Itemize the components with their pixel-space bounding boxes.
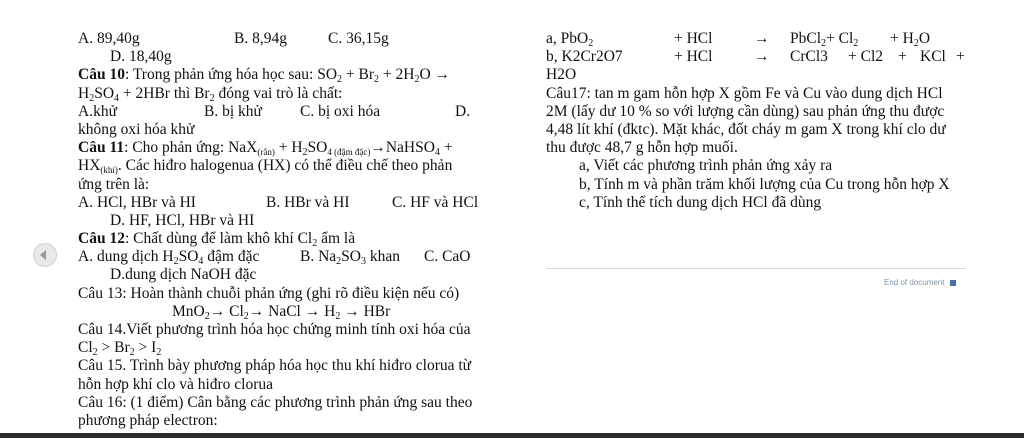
q17-part-c: c, Tính thể tích dung dịch HCl đã dùng <box>579 193 822 211</box>
q12-options-row: A. dung dịch $H_2SO_4$ đậm đặc B. $Na_2SO_3$ khan C. CaO <box>78 248 471 268</box>
q11-option-d: D. HF, HCl, HBr và HI <box>110 211 255 229</box>
equation-b: b, K2Cr2O7 + HCl → CrCl3 + Cl2 + KCl + <box>546 48 965 66</box>
document-page <box>0 22 1024 433</box>
q11-stem: Câu 11: Cho phản ứng: $NaX_{(rắn)} + H_2SO_{4 (đậm đặc)}\to NaHSO_4$ + <box>78 139 453 159</box>
q9-options-row: A. 89,40g B. 8,94g C. 36,15g <box>78 30 389 47</box>
q11-options-row: A. HCl, HBr và HI B. HBr và HI C. HF và HCl <box>78 193 479 211</box>
q14-stem-2: $Cl_2 > Br_2 > I_2$ <box>78 339 162 359</box>
q16-stem: Câu 16: (1 điểm) Cân bằng các phương trình phản ứng sau theo <box>78 393 473 411</box>
q16-stem-2: phương pháp electron: <box>78 411 218 429</box>
q17-stem-4: thu được 48,7 g hỗn hợp muối. <box>546 139 738 157</box>
q10-options-row: A.khử B. bị khử C. bị oxi hóa D. <box>78 102 471 120</box>
q17-part-b: b, Tính m và phần trăm khối lượng của Cu trong hỗn hợp X <box>579 175 950 193</box>
equation-b-continued: H2O <box>546 66 577 84</box>
q10-stem-2: $H_2SO_4 + 2HBr$ thì $Br_2$ đóng vai trò là chất: <box>78 84 343 104</box>
q13-chain: $MnO_2\to Cl_2\to$ NaCl → $H_2$ → HBr <box>172 302 391 322</box>
q15-stem: Câu 15. Trình bày phương pháp hóa học thu khí hiđro clorua từ <box>78 357 472 375</box>
q12-stem: Câu 12: Chất dùng để làm khô khí $Cl_2$ ẩm là <box>78 230 356 250</box>
chevron-left-icon <box>40 250 46 260</box>
q17-part-a: a, Viết các phương trình phản ứng xảy ra <box>579 157 833 175</box>
previous-page-button[interactable] <box>33 243 57 267</box>
end-of-document-label: End of document <box>884 278 956 287</box>
q17-stem-3: 4,48 lít khí (đktc). Mặt khác, đốt cháy m gam X trong khí clo dư <box>546 120 946 138</box>
q14-stem: Câu 14.Viết phương trình hóa học chứng minh tính oxi hóa của <box>78 321 471 338</box>
q9-option-d: D. 18,40g <box>110 48 172 66</box>
left-column <box>78 30 503 430</box>
viewer-bottom-bar <box>0 433 1024 438</box>
right-column <box>546 30 966 212</box>
q11-stem-3: ứng trên là: <box>78 175 150 193</box>
equation-a: a, PbO$_2$ + HCl → PbCl$_2$+ $Cl_2$ + $H_2O$ <box>546 30 931 49</box>
end-marker-icon <box>950 280 956 286</box>
q15-stem-2: hỗn hợp khí clo và hiđro clorua <box>78 375 274 393</box>
q13-stem: Câu 13: Hoàn thành chuỗi phản ứng (ghi rõ điều kiện nếu có) <box>78 284 460 302</box>
viewer-top-bar <box>0 0 1024 22</box>
q17-stem: Câu17: tan m gam hỗn hợp X gồm Fe và Cu vào dung dịch HCl <box>546 84 943 102</box>
q12-option-d: D.dung dịch NaOH đặc <box>110 266 257 284</box>
q17-stem-2: 2M (lấy dư 10 % so với lượng cần dùng) sau phản ứng thu được <box>546 102 945 120</box>
end-divider <box>546 268 966 269</box>
q11-stem-2: $HX_{(khí)}$. Các hiđro halogenua (HX) có thể điều chế theo phản <box>78 157 453 176</box>
q10-option-d-text: không oxi hóa khử <box>78 120 195 138</box>
q10-stem: Câu 10: Trong phản ứng hóa học sau: $SO_2 + Br_2 + 2H_2O$ → <box>78 66 451 86</box>
